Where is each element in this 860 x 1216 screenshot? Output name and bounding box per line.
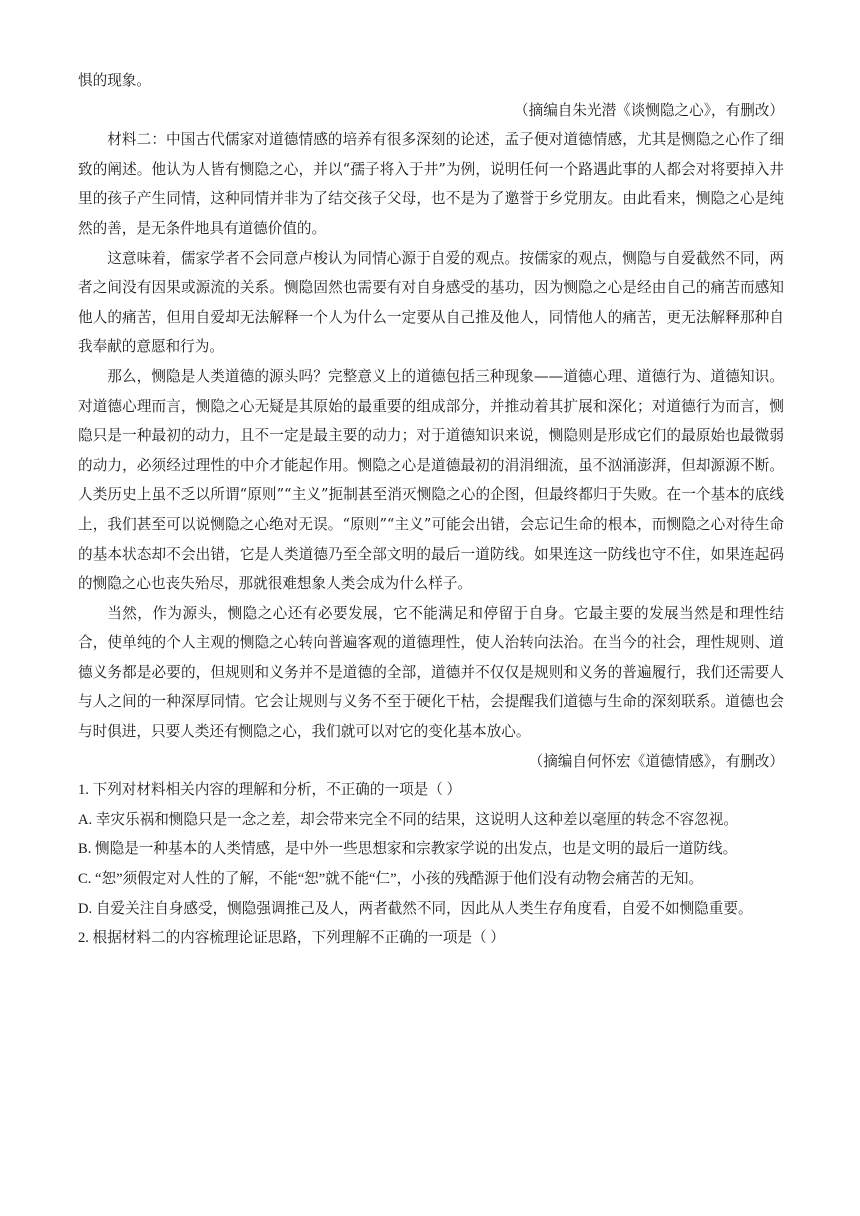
- question-2-stem: 2. 根据材料二的内容梳理论证思路，下列理解不正确的一项是（ ）: [78, 930, 505, 947]
- question-1-option-d: D. 自爱关注自身感受，恻隐强调推己及人，两者截然不同，因此从人类生存角度看，自爱不如恻隐重要。: [78, 900, 753, 917]
- question-1-option-c: C. “恕”须假定对人性的了解，不能“恕”就不能“仁”，小孩的残酷源于他们没有动物会痛苦的无知。: [78, 871, 704, 888]
- question-1-stem: 1. 下列对材料相关内容的理解和分析，不正确的一项是（ ）: [78, 782, 462, 799]
- source-citation-1: （摘编自朱光潜《谈恻隐之心》，有删改）: [514, 101, 784, 119]
- question-1-option-a: A. 幸灾乐祸和恻隐只是一念之差，却会带来完全不同的结果，这说明人这种差以毫厘的转念不容忽视。: [78, 811, 738, 828]
- paragraph-material-two: 材料二：中国古代儒家对道德情感的培养有很多深刻的论述，孟子便对道德情感，尤其是恻隐之心作了细致的阐述。他认为人皆有恻隐之心，并以“孺子将入于井”为例，说明任何一个路遇此事的人都会对将要掉入井里的孩子产生同情，这种同情并非为了结交孩子父母，也不是为了邀誉于乡党朋友。由此看来，恻隐之心是纯然的善，是无条件地具有道德价值的。: [78, 131, 784, 237]
- paragraph-2: 这意味着，儒家学者不会同意卢梭认为同情心源于自爱的观点。按儒家的观点，恻隐与自爱截然不同，两者之间没有因果或源流的关系。恻隐固然也需要有对自身感受的基功，因为恻隐之心是经由自己的痛苦而感知他人的痛苦，但用自爱却无法解释一个人为什么一定要从自己推及他人，同情他人的痛苦，更无法解释那种自我奉献的意愿和行为。: [78, 249, 784, 356]
- question-1-option-b: B. 恻隐是一种基本的人类情感，是中外一些思想家和宗教家学说的出发点，也是文明的最后一道防线。: [78, 841, 738, 858]
- paragraph-4: 当然，作为源头，恻隐之心还有必要发展，它不能满足和停留于自身。它最主要的发展当然是和理性结合，使单纯的个人主观的恻隐之心转向普遍客观的道德理性，使人治转向法治。在当今的社会，理性规则、道德义务都是必要的，但规则和义务并不是道德的全部，道德并不仅仅是规则和义务的普遍履行，我们还需要人与人之间的一种深厚同情。它会让规则与义务不至于硬化干枯，会提醒我们道德与生命的深刻联系。道德也会与时俱进，只要人类还有恻隐之心，我们就可以对它的变化基本放心。: [78, 604, 784, 741]
- continuation-text: 惧的现象。: [78, 72, 151, 89]
- document-content: [78, 66, 784, 954]
- source-citation-2: （摘编自何怀宏《道德情感》，有删改）: [528, 752, 784, 770]
- paragraph-3: 那么，恻隐是人类道德的源头吗？完整意义上的道德包括三种现象——道德心理、道德行为、道德知识。对道德心理而言，恻隐之心无疑是其原始的最重要的组成部分，并推动着其扩展和深化；对道德行为而言，恻隐只是一种最初的动力，且不一定是最主要的动力；对于道德知识来说，恻隐则是形成它们的最原始也最微弱的动力，必须经过理性的中介才能起作用。恻隐之心是道德最初的涓涓细流，虽不汹涌澎湃，但却源源不断。人类历史上虽不乏以所谓“原则”“主义”扼制甚至消灭恻隐之心的企图，但最终都归于失败。在一个基本的底线上，我们甚至可以说恻隐之心绝对无误。“原则”“主义”可能会出错，会忘记生命的根本，而恻隐之心对待生命的基本状态却不会出错，它是人类道德乃至全部文明的最后一道防线。如果连这一防线也守不住，如果连起码的恻隐之心也丧失殆尽，那就很难想象人类会成为什么样子。: [78, 367, 784, 593]
